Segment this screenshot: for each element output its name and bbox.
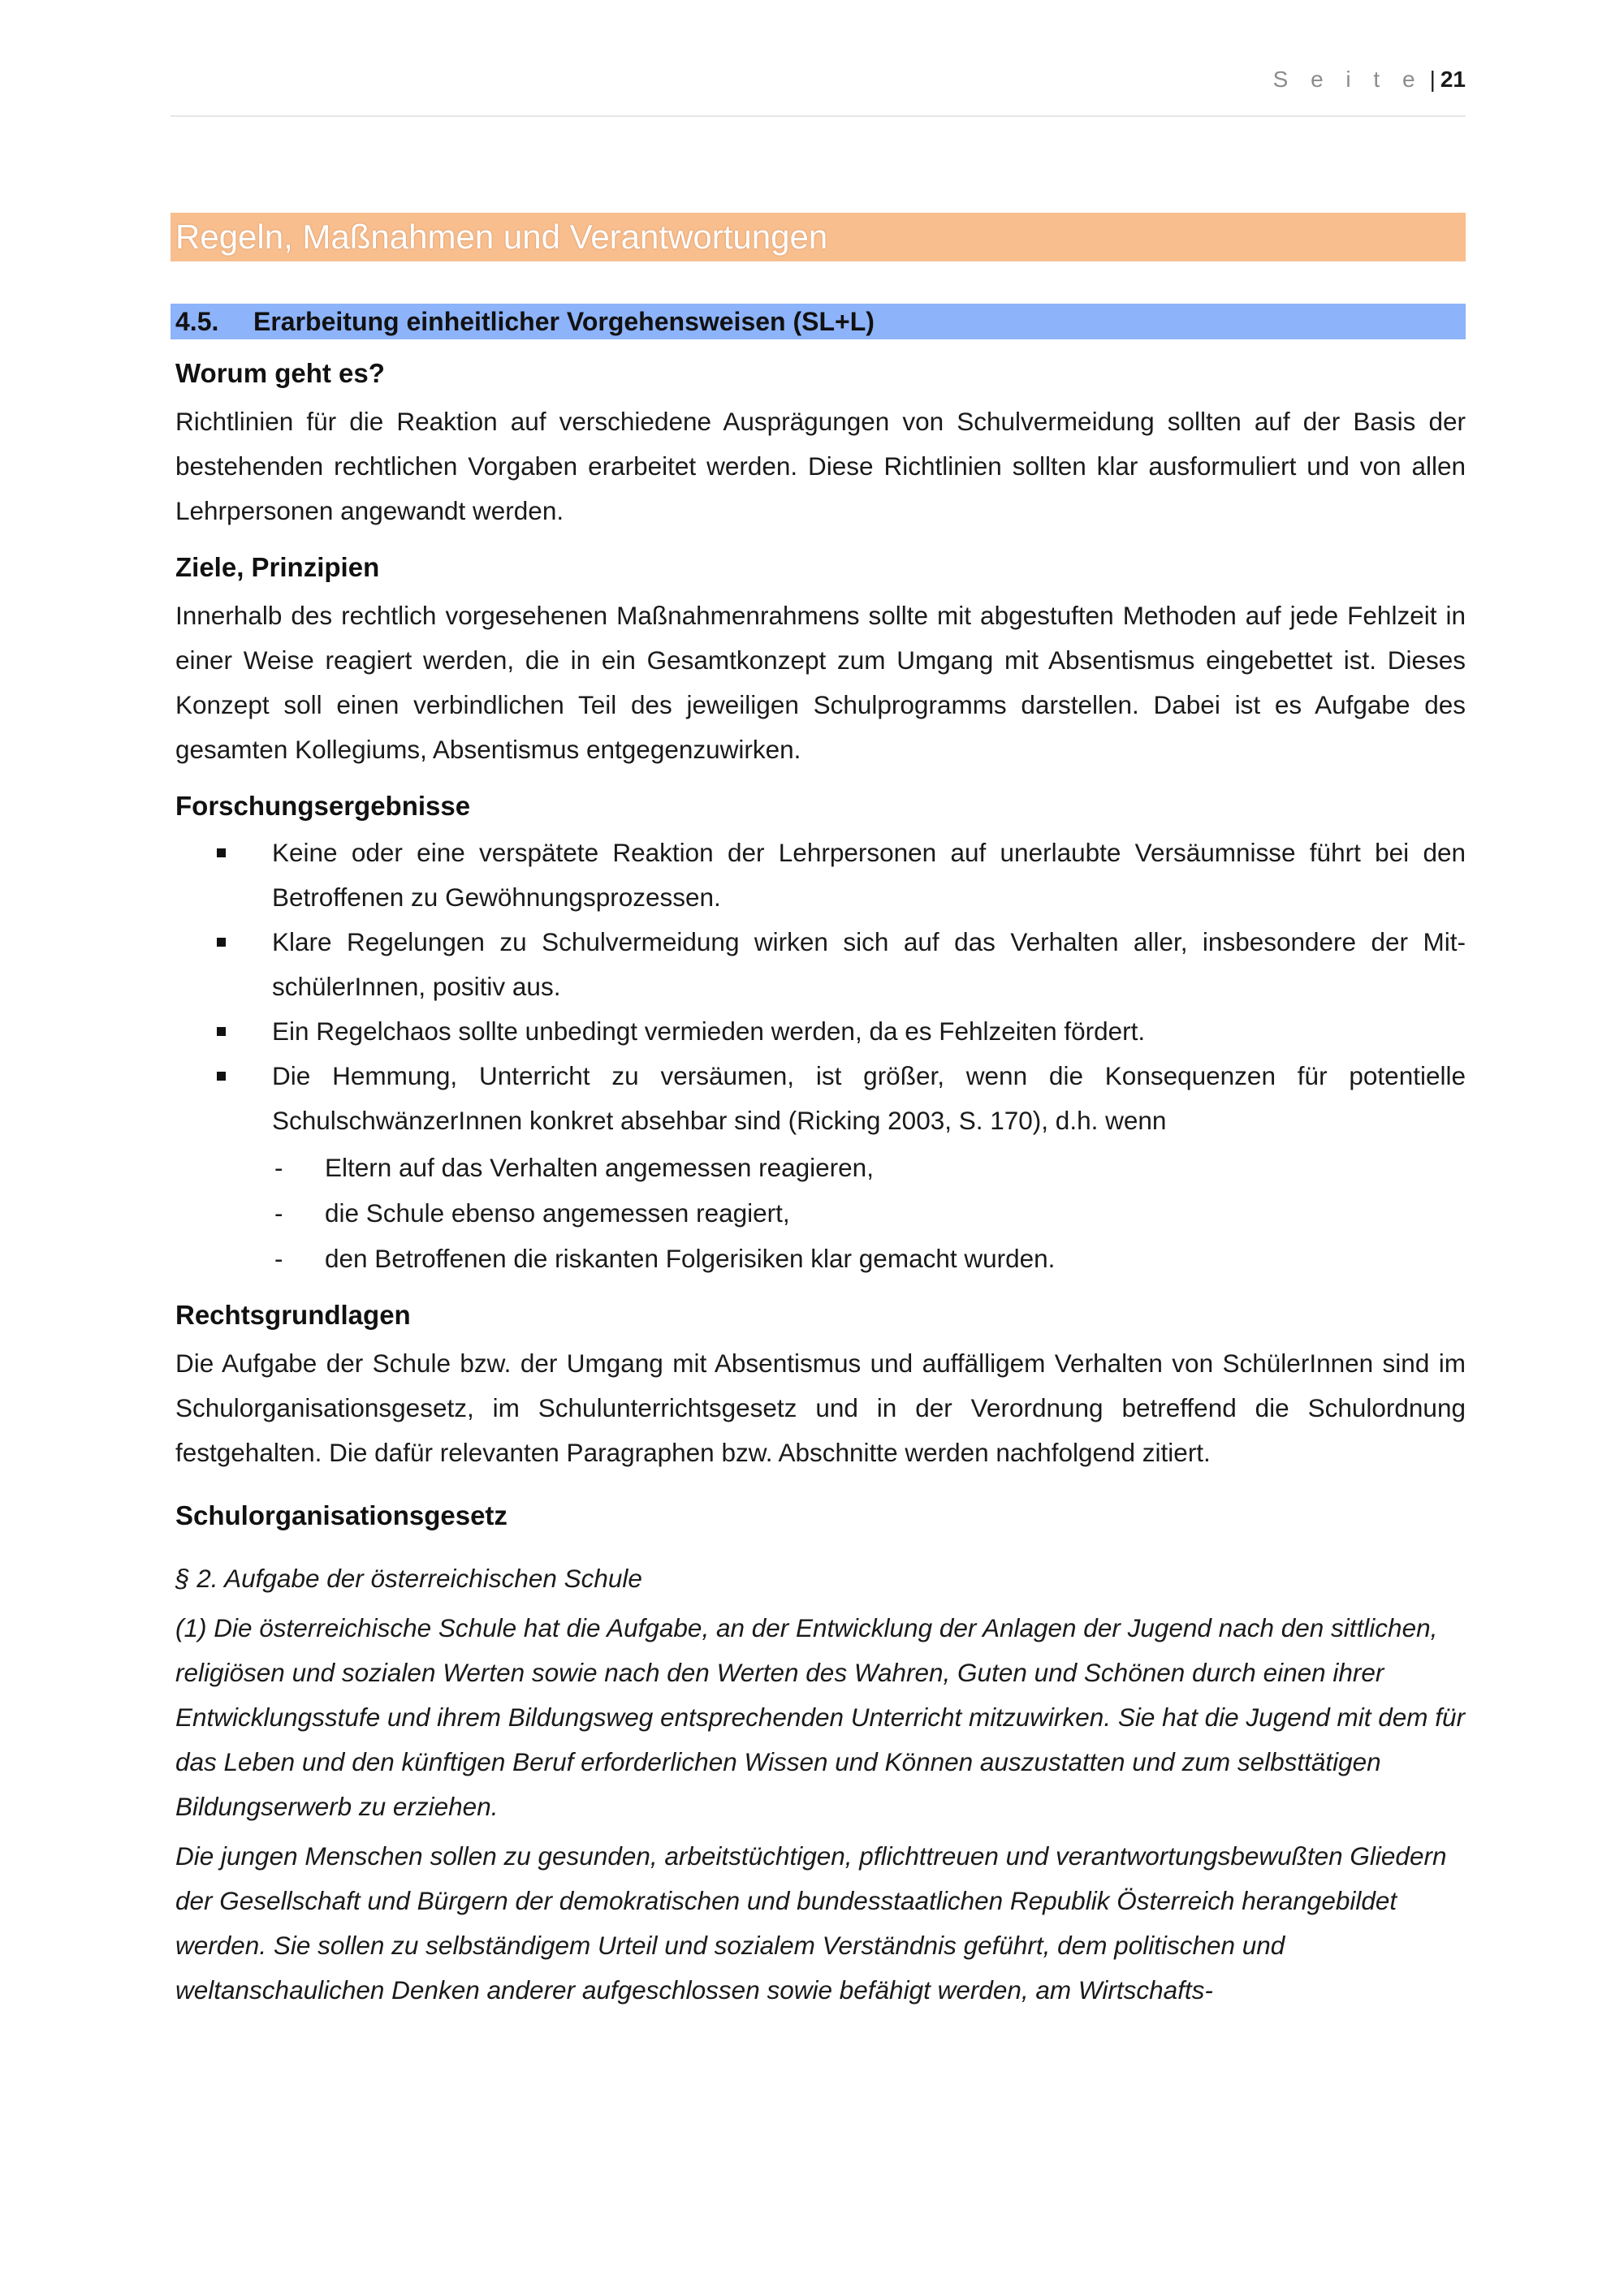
list-item [171,831,1466,920]
law-paragraph-2: Die jungen Menschen sollen zu gesunden, arbeitstüchtigen, pflichttreuen und verantwortungsbewußten Gliedern der Gesellschaft und Bürgern der demokratischen und bundesstaatlichen Republik Österreich herangebildet werden. Sie sollen zu selbständigem Urteil und sozialem Verständnis geführt, dem politischen und weltanschaulichen Denken anderer aufgeschlossen sowie befähigt werden, am Wirtschafts- [175,1841,1447,2005]
worum-text: Richtlinien für die Reaktion auf verschiedene Ausprägungen von Schulvermeidung sollten auf der Basis der bestehenden rechtlichen Vorgaben erarbeitet werden. Diese Richtlinien sollten klar ausformuliert und von allen Lehrpersonen angewandt werden. [175,407,1466,525]
forschung-sub-list [171,1145,1466,1281]
rechts-heading: Rechtsgrundlagen [175,1300,411,1330]
square-bullet-icon [217,1072,226,1081]
page-content [171,213,1466,2018]
rechts-text: Die Aufgabe der Schule bzw. der Umgang mit Absentismus und auffälligem Verhalten von SchülerInnen sind im Schulorganisationsgesetz, im Schulunterrichtsgesetz und in der Verordnung betreffend die Schulordnung festgehalten. Die dafür relevanten Paragraphen bzw. Abschnitte werden nachfolgend zitiert. [175,1349,1466,1467]
worum-heading: Worum geht es? [175,358,385,388]
list-item [171,1190,1466,1236]
dash-marker: - [274,1198,283,1228]
forschung-bullet-list [171,831,1466,1143]
section-heading [171,304,1466,339]
bullet-text: Keine oder eine verspätete Reaktion der Lehrpersonen auf unerlaubte Versäumnisse führt bei den Betroffenen zu Gewöhnungsprozessen. [272,838,1466,912]
ziele-heading: Ziele, Prinzipien [175,552,380,582]
sub-item-text: den Betroffenen die riskanten Folgerisiken klar gemacht wurden. [325,1244,1056,1273]
paragraph-title: § 2. Aufgabe der österreichischen Schule [175,1564,642,1593]
dash-marker: - [274,1153,283,1182]
list-item [171,1054,1466,1143]
square-bullet-icon [217,1027,226,1036]
law-paragraph-1: (1) Die österreichische Schule hat die Aufgabe, an der Entwicklung der Anlagen der Jugend nach den sittlichen, religiösen und sozialen Werten sowie nach den Werten des Wahren, Guten und Schönen durch einen ihrer Entwicklungsstufe und ihrem Bildungsweg entsprechenden Unterricht mitzuwirken. Sie hat die Jugend mit dem für das Leben und den künftigen Beruf erforderlichen Wissen und Können auszustatten und zum selbsttätigen Bildungserwerb zu erziehen. [175,1613,1466,1821]
bullet-text: Ein Regelchaos sollte unbedingt vermieden werden, da es Fehlzeiten fördert. [272,1016,1146,1046]
square-bullet-icon [217,848,226,857]
ziele-text: Innerhalb des rechtlich vorgesehenen Maßnahmenrahmens sollte mit abgestuften Methoden auf jede Fehlzeit in einer Weise reagiert werden, die in ein Gesamtkonzept zum Umgang mit Absentismus eingebettet ist. Dieses Konzept soll einen verbindlichen Teil des jeweiligen Schulprogramms darstellen. Dabei ist es Aufgabe des gesamten Kollegiums, Absentismus entgegenzuwirken. [175,601,1466,764]
list-item [171,1236,1466,1281]
page-number [1273,63,1466,96]
forschung-heading: Forschungsergebnisse [175,791,471,821]
list-item [171,1009,1466,1054]
section-title: Erarbeitung einheitlicher Vorgehensweisen (SL+L) [253,307,875,336]
list-item [171,1145,1466,1190]
square-bullet-icon [217,938,226,947]
schog-heading: Schulorganisationsgesetz [175,1500,508,1530]
chapter-title: Regeln, Maßnahmen und Verantwortungen [171,213,1466,261]
bullet-text: Die Hemmung, Unterricht zu versäumen, ist größer, wenn die Konsequenzen für potentielle SchulschwänzerInnen konkret absehbar sind (Ricking 2003, S. 170), d.h. wenn [272,1061,1466,1135]
page-number-value: 21 [1440,67,1466,92]
section-number: 4.5. [175,307,219,336]
bullet-text: Klare Regelungen zu Schulvermeidung wirken sich auf das Verhalten aller, insbesondere der MitschülerInnen, positiv aus. [272,927,1466,1001]
sub-item-text: Eltern auf das Verhalten angemessen reagieren, [325,1153,874,1182]
page-header [171,63,1466,117]
page-separator: | [1429,67,1436,92]
list-item [171,920,1466,1009]
sub-item-text: die Schule ebenso angemessen reagiert, [325,1198,790,1228]
dash-marker: - [274,1244,283,1273]
page-label: S e i t e [1272,67,1423,92]
